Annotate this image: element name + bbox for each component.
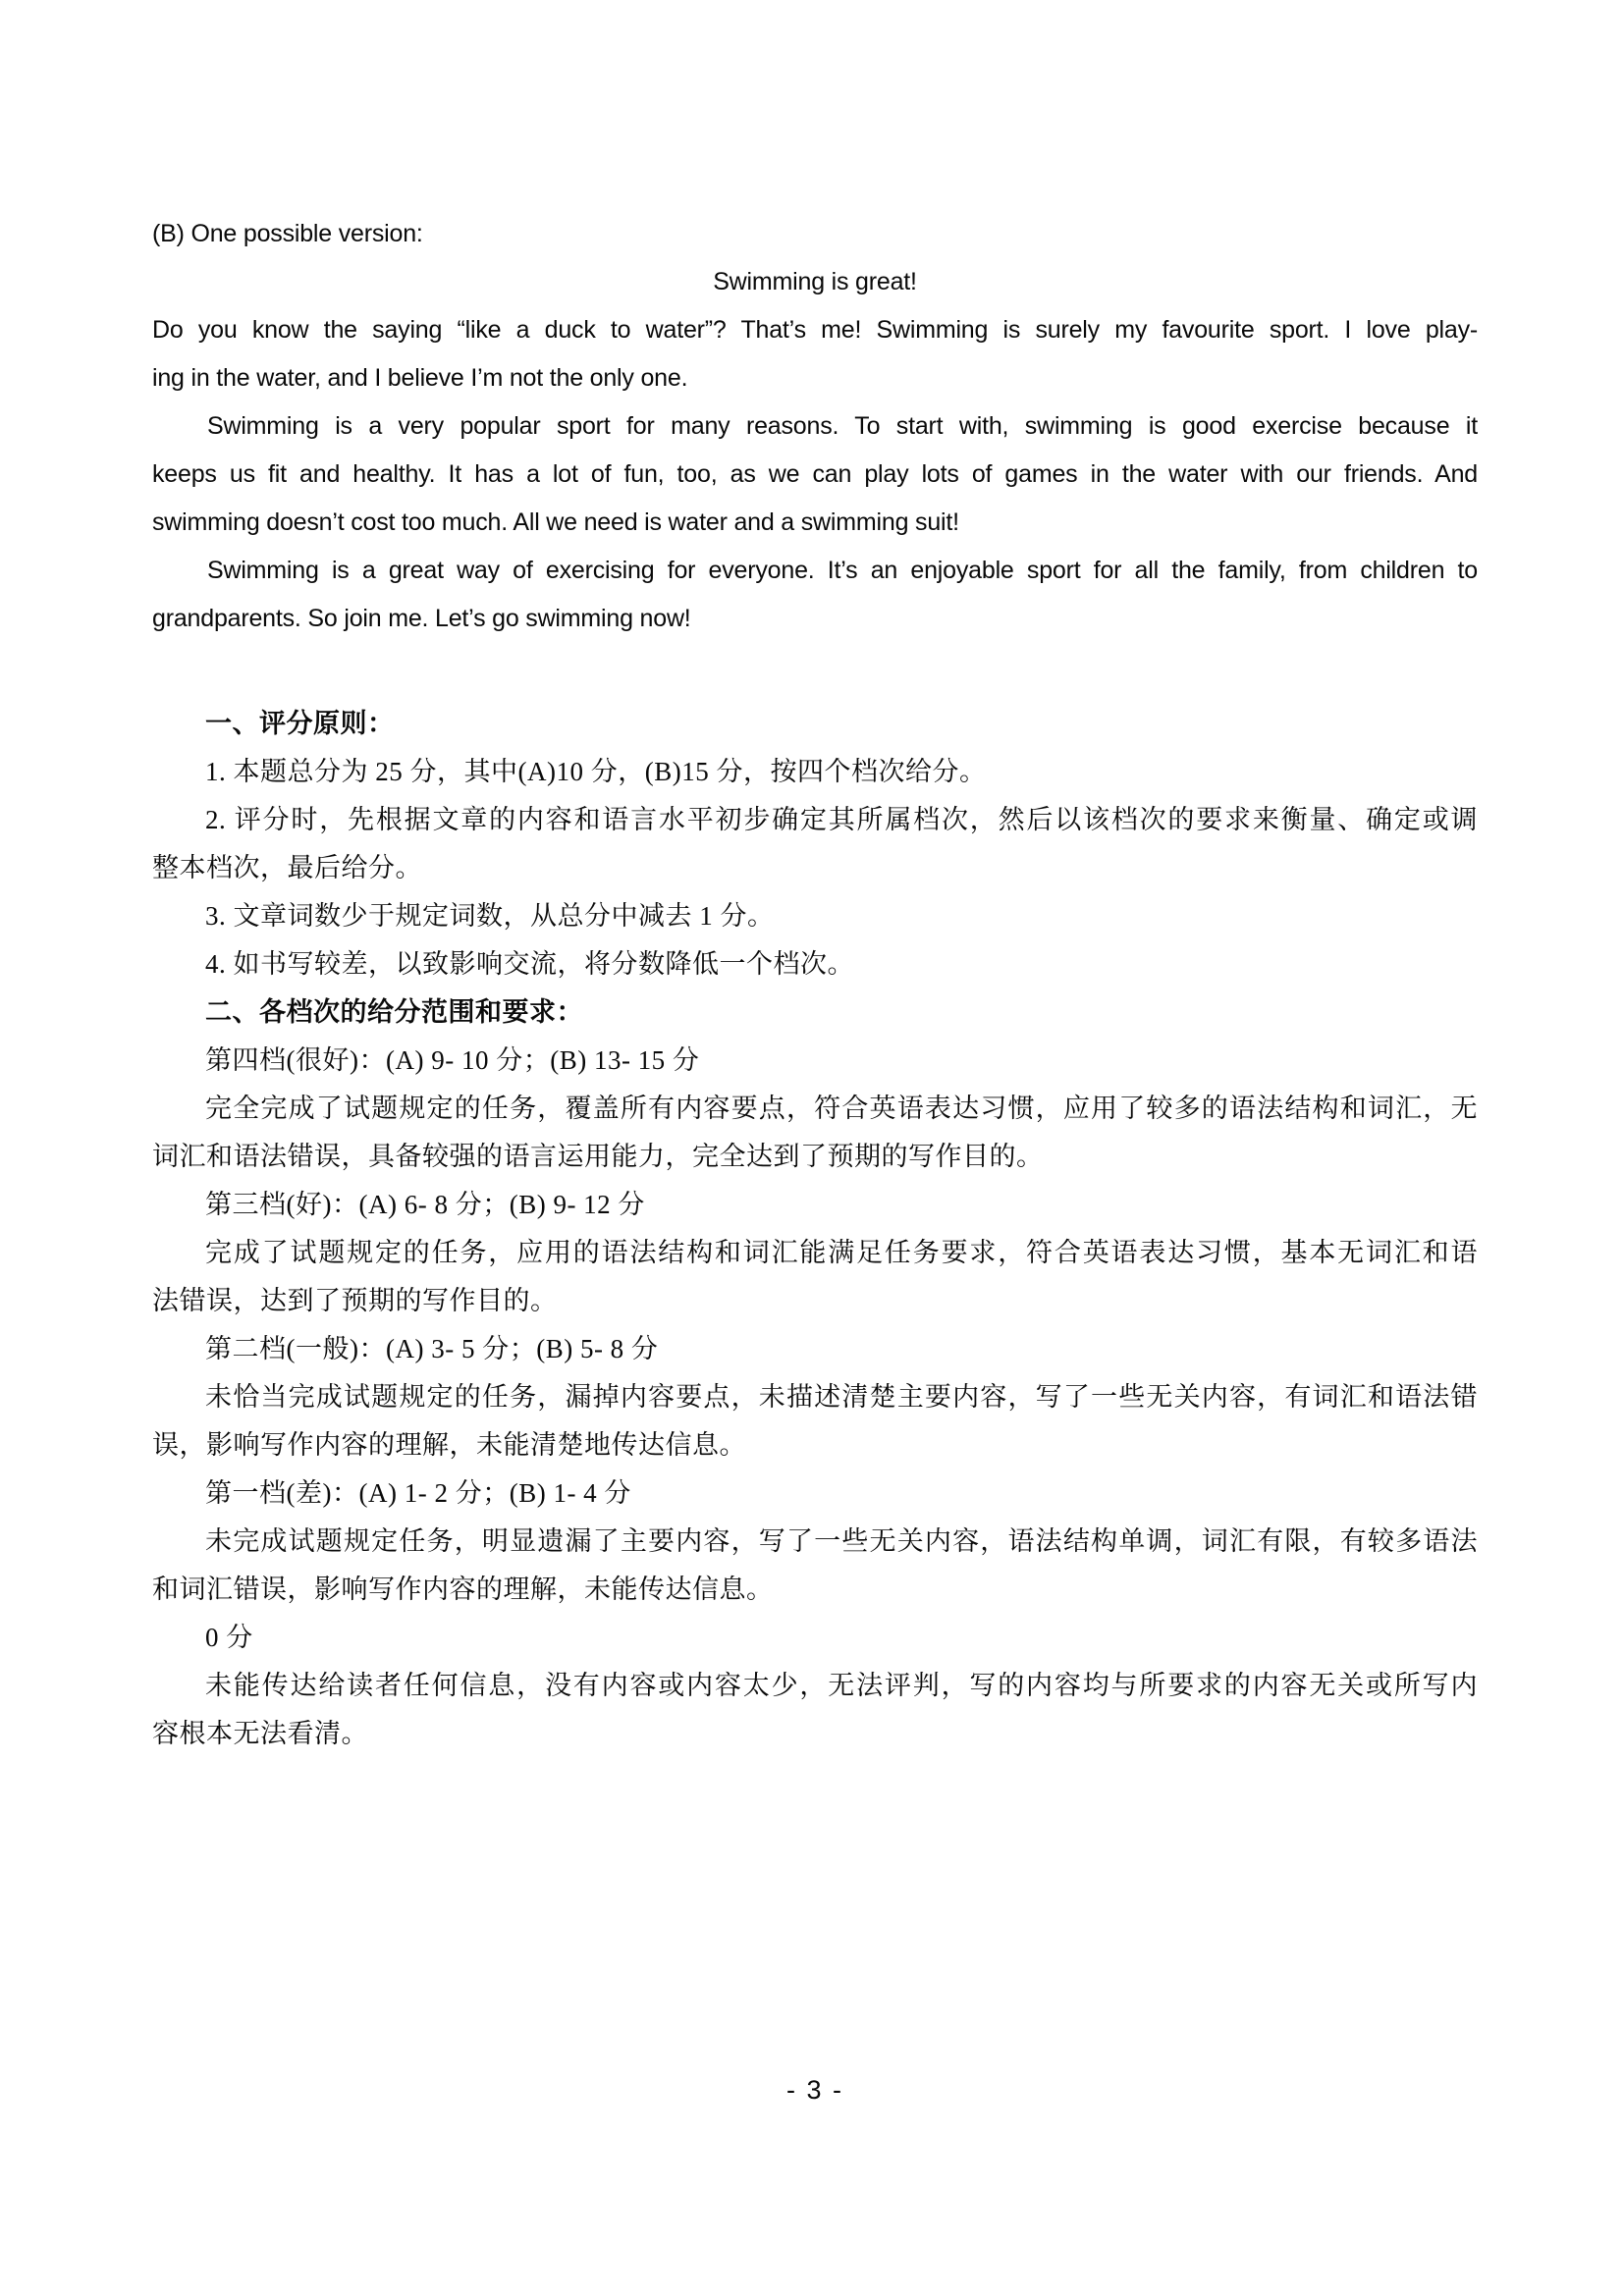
rubric-band-0-desc-line2: 容根本无法看清。 bbox=[152, 1719, 368, 1748]
essay-title: Swimming is great! bbox=[713, 268, 917, 295]
rubric-band-4-label: 第四档(很好)：(A) 9- 10 分；(B) 13- 15 分 bbox=[205, 1045, 700, 1075]
rubric-band-3-desc-line1: 完成了试题规定的任务，应用的语法结构和词汇能满足任务要求，符合英语表达习惯，基本无词汇和语 bbox=[205, 1238, 1478, 1267]
essay-p2-line3: swimming doesn’t cost too much. All we need is water and a swimming suit! bbox=[152, 508, 959, 536]
essay-p1-line1: Do you know the saying “like a duck to water”? That’s me! Swimming is surely my favourite sport. I love play- bbox=[152, 316, 1478, 344]
rubric-heading-principles: 一、评分原则： bbox=[205, 709, 395, 738]
essay-p3-line2: grandparents. So join me. Let’s go swimming now! bbox=[152, 605, 691, 632]
essay-p2-line1: Swimming is a very popular sport for many reasons. To start with, swimming is good exercise because it bbox=[207, 412, 1478, 440]
rubric-band-4-desc-line2: 词汇和语法错误，具备较强的语言运用能力，完全达到了预期的写作目的。 bbox=[152, 1142, 1044, 1171]
rubric-band-1-label: 第一档(差)：(A) 1- 2 分；(B) 1- 4 分 bbox=[205, 1478, 631, 1508]
rubric-band-3-label: 第三档(好)：(A) 6- 8 分；(B) 9- 12 分 bbox=[205, 1190, 645, 1219]
rubric-principle-4: 4. 如书写较差，以致影响交流，将分数降低一个档次。 bbox=[205, 949, 854, 979]
scoring-rubric-section bbox=[152, 700, 1478, 1758]
rubric-heading-bands: 二、各档次的给分范围和要求： bbox=[205, 997, 583, 1027]
rubric-principle-3: 3. 文章词数少于规定词数，从总分中减去 1 分。 bbox=[205, 901, 775, 931]
rubric-band-1-desc-line1: 未完成试题规定任务，明显遗漏了主要内容，写了一些无关内容，语法结构单调，词汇有限，有较多语法 bbox=[205, 1526, 1478, 1556]
rubric-band-4-desc-line1: 完全完成了试题规定的任务，覆盖所有内容要点，符合英语表达习惯，应用了较多的语法结构和词汇，无 bbox=[205, 1094, 1478, 1123]
rubric-principle-2-line1: 2. 评分时，先根据文章的内容和语言水平初步确定其所属档次，然后以该档次的要求来衡量、确定或调 bbox=[205, 805, 1478, 834]
rubric-band-2-desc-line1: 未恰当完成试题规定的任务，漏掉内容要点，未描述清楚主要内容，写了一些无关内容，有词汇和语法错 bbox=[205, 1382, 1478, 1412]
rubric-band-3-desc-line2: 法错误，达到了预期的写作目的。 bbox=[152, 1286, 558, 1315]
answer-version-label: (B) One possible version: bbox=[152, 220, 423, 247]
page-footer bbox=[152, 2070, 1478, 2109]
rubric-band-0-label: 0 分 bbox=[205, 1623, 253, 1652]
essay-p2-line2: keeps us fit and healthy. It has a lot of fun, too, as we can play lots of games in the water with our friends. And bbox=[152, 460, 1478, 488]
page-number: - 3 - bbox=[785, 2075, 843, 2105]
essay-p3-line1: Swimming is a great way of exercising for everyone. It’s an enjoyable sport for all the family, from children to bbox=[207, 557, 1478, 584]
rubric-band-0-desc-line1: 未能传达给读者任何信息，没有内容或内容太少，无法评判，写的内容均与所要求的内容无关或所写内 bbox=[205, 1671, 1478, 1700]
rubric-principle-2-line2: 整本档次，最后给分。 bbox=[152, 853, 422, 882]
rubric-band-1-desc-line2: 和词汇错误，影响写作内容的理解，未能传达信息。 bbox=[152, 1575, 774, 1604]
rubric-band-2-label: 第二档(一般)：(A) 3- 5 分；(B) 5- 8 分 bbox=[205, 1334, 659, 1363]
essay-p1-line2: ing in the water, and I believe I’m not the only one. bbox=[152, 364, 688, 392]
essay-section bbox=[152, 210, 1478, 643]
rubric-principle-1: 1. 本题总分为 25 分，其中(A)10 分，(B)15 分，按四个档次给分。 bbox=[205, 757, 987, 786]
rubric-band-2-desc-line2: 误，影响写作内容的理解，未能清楚地传达信息。 bbox=[152, 1430, 746, 1460]
